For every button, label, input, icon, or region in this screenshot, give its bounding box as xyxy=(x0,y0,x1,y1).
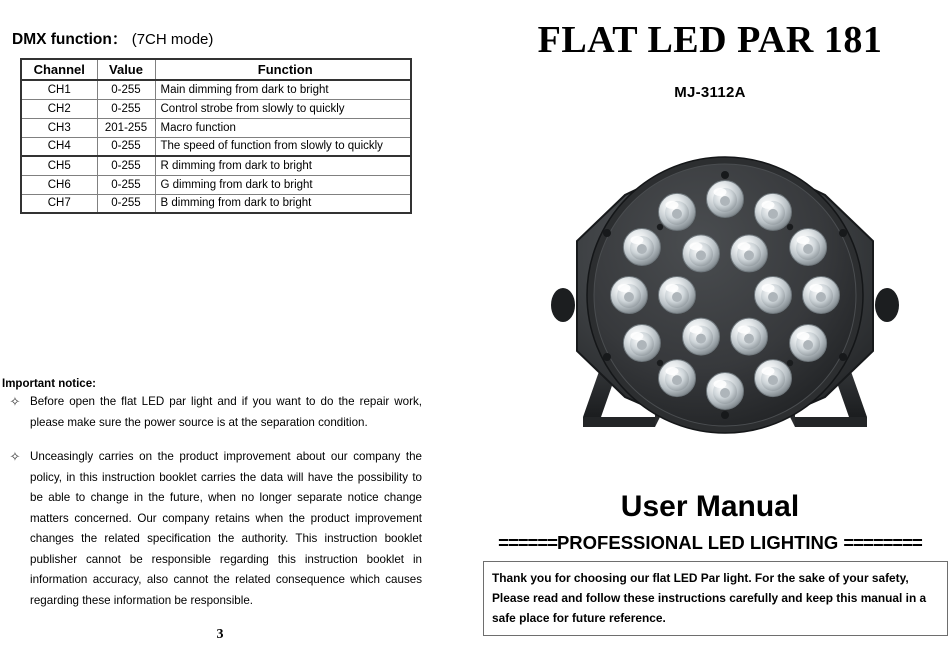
led-lens xyxy=(659,360,696,397)
cell-channel: CH4 xyxy=(21,137,97,156)
led-lens xyxy=(755,277,792,314)
table-row xyxy=(21,80,411,99)
led-lens xyxy=(683,235,720,272)
notice-item-list xyxy=(0,392,440,611)
cell-value: 201-255 xyxy=(97,118,155,137)
led-lens xyxy=(790,325,827,362)
cell-function: Macro function xyxy=(155,118,411,137)
led-lens xyxy=(623,229,660,266)
dmx-function-table xyxy=(20,58,412,214)
important-notice-title: Important notice: xyxy=(2,378,96,390)
cell-value: 0-255 xyxy=(97,194,155,213)
table-row xyxy=(21,99,411,118)
cell-function: The speed of function from slowly to quickly xyxy=(155,137,411,156)
side-knob-right xyxy=(875,288,899,322)
notice-item xyxy=(0,447,440,611)
cell-channel: CH5 xyxy=(21,156,97,175)
dmx-table-head xyxy=(21,59,411,80)
table-row xyxy=(21,118,411,137)
led-lens xyxy=(755,193,792,230)
model-number: MJ-3112A xyxy=(674,84,746,101)
table-row xyxy=(21,156,411,175)
thank-you-text: Thank you for choosing our flat LED Par light. For the sake of your safety, Please read and follow these instructions carefully and keep this manual in a safe place for future reference. xyxy=(492,571,927,625)
page-title: FLAT LED PAR 181 xyxy=(537,19,883,61)
cell-value: 0-255 xyxy=(97,137,155,156)
led-lens xyxy=(731,318,768,355)
tagline xyxy=(470,532,950,554)
led-lens xyxy=(659,193,696,230)
led-lens xyxy=(790,229,827,266)
left-column xyxy=(0,0,470,655)
cell-channel: CH2 xyxy=(21,99,97,118)
cell-value: 0-255 xyxy=(97,99,155,118)
led-lens xyxy=(803,277,840,314)
cell-channel: CH6 xyxy=(21,175,97,194)
notice-item-text: Before open the flat LED par light and if you want to do the repair work, please make sure the power source is at the separation condition. xyxy=(30,395,422,429)
cell-channel: CH7 xyxy=(21,194,97,213)
table-row xyxy=(21,137,411,156)
dmx-heading-label: DMX function xyxy=(12,31,112,48)
notice-item-text: Unceasingly carries on the product improvement about our company the policy, in this instruction booklet carries the data will have the possibility to be able to change in the future, when no longer separate notice change matters concerned. Our company retains when the product improvement changes the related specification the authority. This instruction booklet publisher cannot be responsible regarding this instruction booklet in information accuracy, also cannot the related consequence which causes regarding these information be responsible. xyxy=(30,450,422,607)
cell-function: Main dimming from dark to bright xyxy=(155,80,411,99)
right-column xyxy=(470,0,950,655)
led-lens xyxy=(731,235,768,272)
led-lens xyxy=(623,325,660,362)
dmx-heading-colon: ： xyxy=(111,31,128,48)
dmx-function-heading xyxy=(12,27,213,49)
led-lens xyxy=(707,181,744,218)
cell-value: 0-255 xyxy=(97,175,155,194)
dmx-table-body xyxy=(21,80,411,213)
important-notice-block xyxy=(0,378,440,625)
tagline-dashes-right: ======== xyxy=(843,532,922,553)
led-lens xyxy=(611,277,648,314)
table-header-row xyxy=(21,59,411,80)
diamond-bullet-icon: ✧ xyxy=(9,394,21,409)
column-header-channel: Channel xyxy=(21,59,97,80)
tagline-text: PROFESSIONAL LED LIGHTING xyxy=(556,532,839,553)
cell-function: R dimming from dark to bright xyxy=(155,156,411,175)
thank-you-box xyxy=(483,561,948,636)
led-lens xyxy=(707,373,744,410)
table-row xyxy=(21,194,411,213)
cell-function: Control strobe from slowly to quickly xyxy=(155,99,411,118)
page-number: 3 xyxy=(216,627,224,642)
cell-function: G dimming from dark to bright xyxy=(155,175,411,194)
cell-channel: CH1 xyxy=(21,80,97,99)
diamond-bullet-icon: ✧ xyxy=(9,449,21,464)
side-knob-left xyxy=(551,288,575,322)
cell-function: B dimming from dark to bright xyxy=(155,194,411,213)
user-manual-title: User Manual xyxy=(620,490,800,523)
cell-value: 0-255 xyxy=(97,156,155,175)
column-header-value: Value xyxy=(97,59,155,80)
led-lens xyxy=(683,318,720,355)
column-header-function: Function xyxy=(155,59,411,80)
dmx-heading-mode: (7CH mode) xyxy=(131,31,214,48)
notice-item xyxy=(0,392,440,433)
led-lens xyxy=(755,360,792,397)
cell-value: 0-255 xyxy=(97,80,155,99)
led-lens xyxy=(659,277,696,314)
table-row xyxy=(21,175,411,194)
tagline-dashes-left: ====== xyxy=(498,532,557,553)
cell-channel: CH3 xyxy=(21,118,97,137)
product-photo-led-par-light xyxy=(525,155,925,445)
